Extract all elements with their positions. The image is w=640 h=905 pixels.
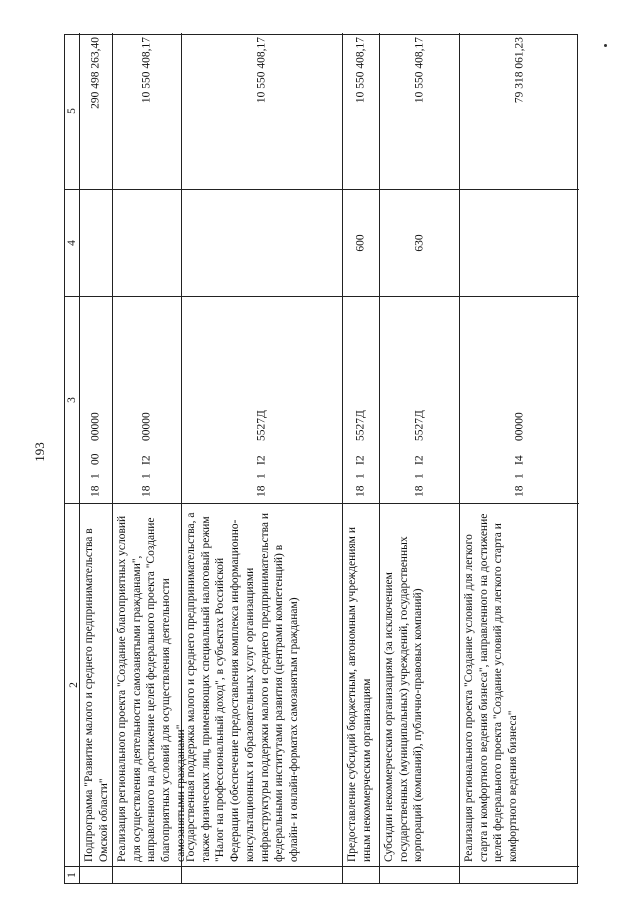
row-expense-type bbox=[460, 190, 579, 297]
code-part: 00000 bbox=[513, 412, 526, 441]
table-row bbox=[80, 33, 113, 883]
row-description: Субсидии некоммерческим организациям (за исключением государственных (муниципальных) учреждений, государственных корпораций (компаний), публично-правовых компаний) bbox=[380, 504, 459, 867]
row-num-cell bbox=[380, 867, 459, 883]
scan-speck bbox=[604, 44, 607, 47]
code-part: 18 bbox=[354, 485, 367, 497]
expense-type-value: 630 bbox=[413, 234, 426, 252]
code-part: I4 bbox=[513, 455, 526, 465]
code-part: 1 bbox=[89, 473, 102, 479]
table-header-row bbox=[65, 33, 80, 883]
row-amount-cell bbox=[343, 33, 379, 190]
code-part: 18 bbox=[513, 485, 526, 497]
row-amount-cell bbox=[460, 33, 579, 190]
code-part: 1 bbox=[354, 473, 367, 479]
page-number: 193 bbox=[32, 442, 47, 462]
row-description: Подпрограмма "Развитие малого и среднего предпринимательства в Омской области" bbox=[80, 504, 112, 867]
code-part: 18 bbox=[413, 485, 426, 497]
row-expense-type bbox=[113, 190, 181, 297]
row-code bbox=[182, 297, 342, 504]
code-part: 18 bbox=[140, 485, 153, 497]
row-amount-cell bbox=[380, 33, 459, 190]
code-part: I2 bbox=[140, 455, 153, 465]
code-part: 1 bbox=[413, 473, 426, 479]
code-part: 5527Д bbox=[255, 410, 268, 441]
row-amount-cell bbox=[182, 33, 342, 190]
code-part: 18 bbox=[89, 485, 102, 497]
code-part: I2 bbox=[354, 455, 367, 465]
budget-table bbox=[64, 34, 578, 884]
row-amount-cell bbox=[113, 33, 181, 190]
row-num-cell bbox=[80, 867, 112, 883]
row-num-cell bbox=[182, 867, 342, 883]
code-part: 00000 bbox=[89, 412, 102, 441]
code-part: 00000 bbox=[140, 412, 153, 441]
row-amount: 79 318 061,23 bbox=[513, 37, 526, 104]
row-num-cell bbox=[113, 867, 181, 883]
row-amount-cell bbox=[80, 33, 112, 190]
code-part: 1 bbox=[513, 473, 526, 479]
row-expense-type bbox=[182, 190, 342, 297]
row-expense-type bbox=[380, 190, 459, 297]
row-description: Государственная поддержка малого и среднего предпринимательства, а также физических лиц, применяющих специальный налоговый режим "Налог на профессиональный доход", в субъектах Российской Федерации (обеспечение предоставления комплекса информационно-консультационных и образовательных услуг организациями инфраструктуры поддержки малого и среднего предпринимательства и федеральными институтами развития (центрами компетенций) в офлайн- и онлайн-форматах самозанятым гражданам) bbox=[182, 504, 342, 867]
code-part: 5527Д bbox=[413, 410, 426, 441]
table-row bbox=[113, 33, 187, 883]
header-col-1: 1 bbox=[66, 872, 78, 878]
table-row bbox=[380, 33, 460, 883]
row-amount: 10 550 408,17 bbox=[140, 37, 153, 104]
row-description: Реализация регионального проекта "Создание благоприятных условий для осуществления деятельности самозанятыми гражданами", направленного на достижение целей федерального проекта "Создание благоприятных условий для осуществления деятельности самозанятыми гражданами" bbox=[113, 504, 181, 867]
table-rotated-container bbox=[64, 34, 578, 884]
row-code bbox=[380, 297, 459, 504]
code-part: 5527Д bbox=[354, 410, 367, 441]
row-num-cell bbox=[460, 867, 579, 883]
header-col-3: 3 bbox=[65, 297, 79, 504]
header-col-2: 2 bbox=[65, 504, 79, 867]
row-code bbox=[113, 297, 181, 504]
row-description: Реализация регионального проекта "Создание условий для легкого старта и комфортного ведения бизнеса", направленного на достижение целей федерального проекта "Создание условий для легкого старта и комфортного ведения бизнеса" bbox=[460, 504, 579, 867]
row-expense-type bbox=[80, 190, 112, 297]
row-description: Предоставление субсидий бюджетным, автономным учреждениям и иным некоммерческим организациям bbox=[343, 504, 379, 867]
row-code bbox=[343, 297, 379, 504]
row-amount: 10 550 408,17 bbox=[413, 37, 426, 104]
table-row bbox=[182, 33, 343, 883]
table-row bbox=[343, 33, 380, 883]
code-part: I2 bbox=[255, 455, 268, 465]
row-amount: 10 550 408,17 bbox=[255, 37, 268, 104]
code-part: 18 bbox=[255, 485, 268, 497]
code-part: I2 bbox=[413, 455, 426, 465]
row-code bbox=[460, 297, 579, 504]
row-num-cell bbox=[343, 867, 379, 883]
code-part: 1 bbox=[255, 473, 268, 479]
row-amount: 10 550 408,17 bbox=[354, 37, 367, 104]
header-col-4: 4 bbox=[65, 190, 79, 297]
code-part: 00 bbox=[89, 453, 102, 465]
row-code bbox=[80, 297, 112, 504]
row-amount: 290 498 263,40 bbox=[89, 37, 102, 109]
expense-type-value: 600 bbox=[354, 234, 367, 252]
row-expense-type bbox=[343, 190, 379, 297]
table-row bbox=[460, 33, 579, 883]
header-col-5: 5 bbox=[65, 33, 79, 190]
code-part: 1 bbox=[140, 473, 153, 479]
